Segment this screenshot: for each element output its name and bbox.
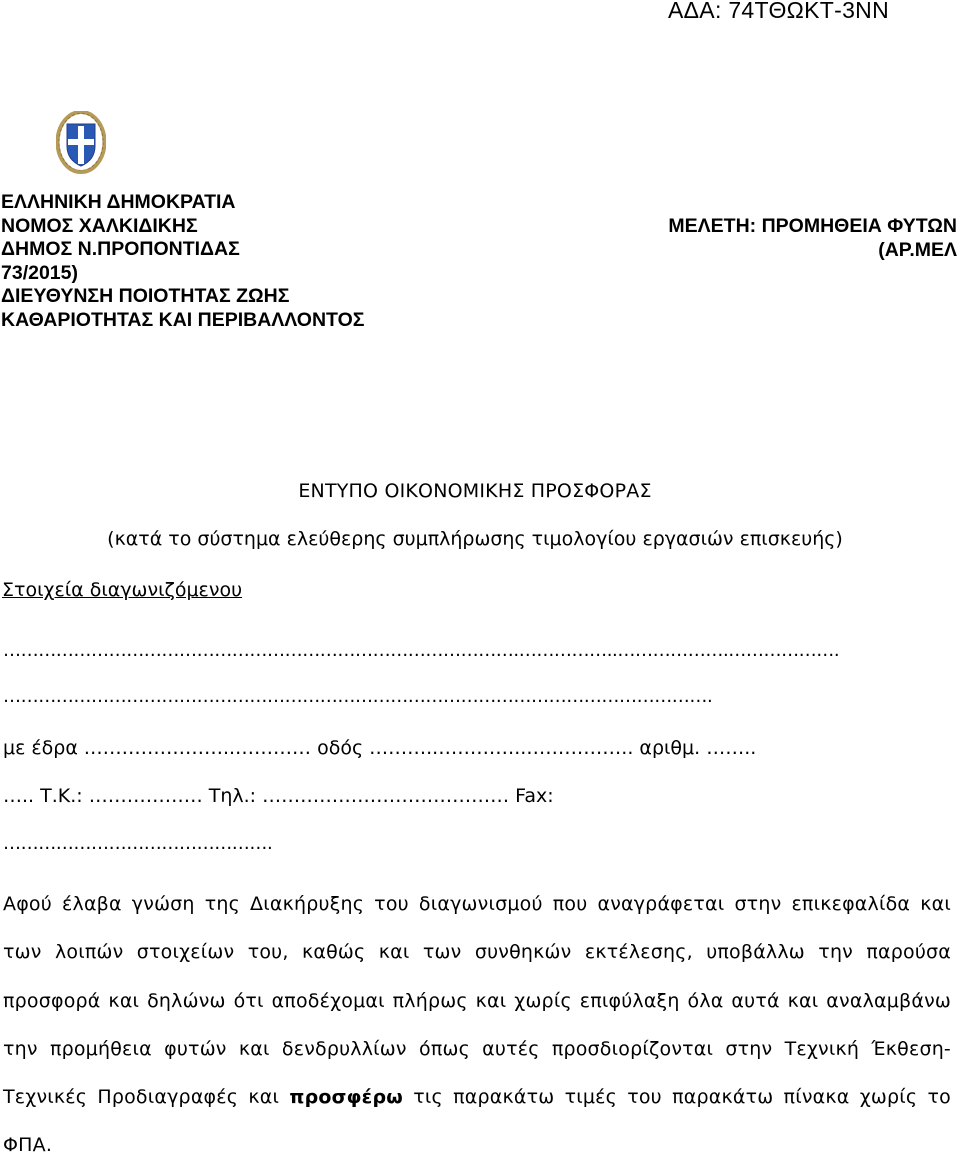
form-title: ΕΝΤΥΠΟ ΟΙΚΟΝΟΜΙΚΗΣ ΠΡΟΣΦΟΡΑΣ (298, 480, 652, 502)
postal-phone-fax-line: ….. Τ.Κ.: ……………… Τηλ.: ………………………………… Fax: (3, 785, 554, 807)
ada-code: ΑΔΑ: 74ΤΘΩΚΤ-3ΝΝ (668, 0, 889, 23)
offer-verb: προσφέρω (289, 1086, 403, 1109)
issuer-header (1, 191, 364, 332)
greek-coat-of-arms-icon (56, 111, 106, 176)
study-header (668, 215, 957, 262)
study-line: (ΑΡ.ΜΕΛ (878, 238, 957, 261)
header-line: ΔΗΜΟΣ Ν.ΠΡΟΠΟΝΤΙΔΑΣ (1, 238, 240, 260)
header-line: ΝΟΜΟΣ ΧΑΛΚΙΔΙΚΗΣ (1, 214, 198, 237)
contestant-label: Στοιχεία διαγωνιζόμενου (2, 579, 243, 601)
fill-line: ………………………………………. (3, 833, 273, 854)
declaration-text-end: τις παρακάτω τιμές του παρακάτω πίνακα χωρίς το ΦΠΑ. (3, 1086, 951, 1157)
study-line: ΜΕΛΕΤΗ: ΠΡΟΜΗΘΕΙΑ ΦΥΤΩΝ (668, 215, 957, 237)
declaration-text: Αφού έλαβα γνώση της Διακήρυξης του διαγωνισμού που αναγράφεται στην επικεφαλίδα και των λοιπών στοιχείων του, καθώς και των συνθηκών εκτέλεσης, υποβάλλω την παρούσα προσφορά και δηλώνω ότι αποδέχομαι πλήρως και χωρίς επιφύλαξη όλα αυτά και αναλαμβάνω την προμήθεια φυτών και δενδρυλλίων όπως αυτές προσδιορίζονται στην Τεχνική Έκθεση-Τεχνικές Προδιαγραφές και (3, 893, 951, 1109)
declaration-paragraph (3, 880, 951, 1170)
fill-line: …………………………………………………………………………………………………………. (3, 686, 713, 707)
fill-line: …………………………………………………………………………….……………..……………….………………. (3, 640, 840, 661)
form-subtitle: (κατά το σύστημα ελεύθερης συμπλήρωσης τιμολογίου εργασιών επισκευής) (107, 528, 843, 550)
header-line: ΔΙΕΥΘΥΝΣΗ ΠΟΙΟΤΗΤΑΣ ΖΩΗΣ (1, 285, 290, 307)
seat-address-line: με έδρα .…………………..………… οδός ………..…………..…………….. αριθμ. …….. (3, 737, 757, 759)
header-line: 73/2015) (1, 261, 78, 284)
header-line: ΚΑΘΑΡΙΟΤΗΤΑΣ ΚΑΙ ΠΕΡΙΒΑΛΛΟΝΤΟΣ (1, 308, 365, 331)
header-line: ΕΛΛΗΝΙΚΗ ΔΗΜΟΚΡΑΤΙΑ (1, 191, 236, 213)
